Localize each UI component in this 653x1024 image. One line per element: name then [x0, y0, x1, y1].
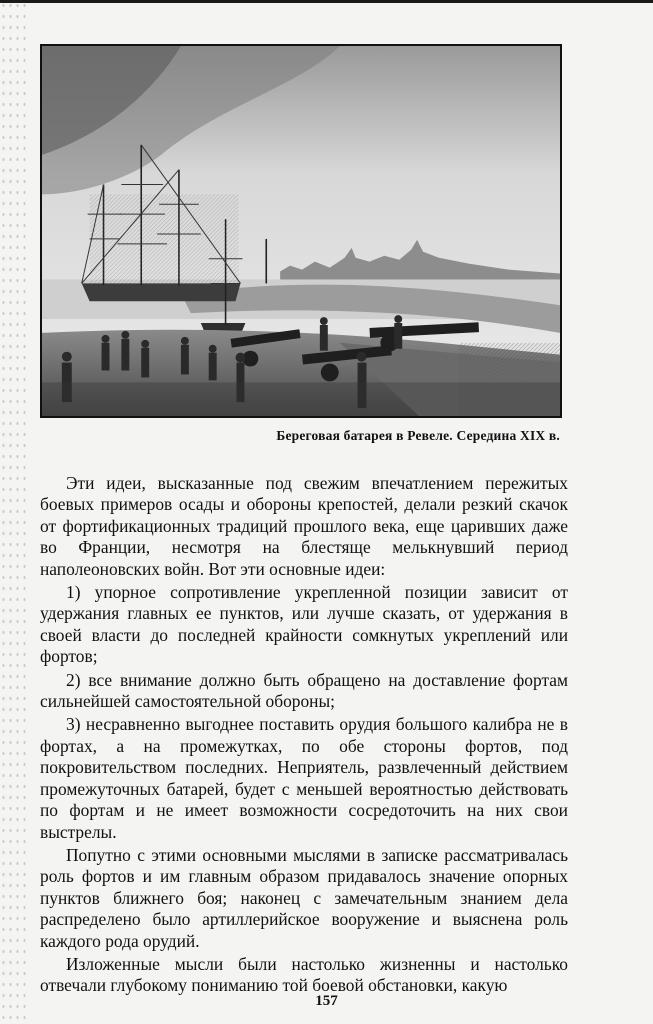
top-rule	[0, 0, 653, 3]
paragraph: 1) упорное сопротивление укрепленной позиции зависит от удержания главных ее пунктов, или лучше сказать, от удержания в своей власти до последней крайности сомкнутых укреплений или фортов;	[40, 582, 568, 667]
paragraph: 3) несравненно выгоднее поставить орудия большого калибра не в фортах, а на промежутках, по обе стороны фортов, под покровительством последних. Неприятель, развлеченный действием промежуточных батарей, будет с меньшей вероятностью действовать по фортам и не имеет возможности сосредоточить на них свои выстрелы.	[40, 714, 568, 842]
scan-edge-speckle	[0, 0, 26, 1024]
paragraph: Изложенные мысли были настолько жизненны и настолько отвечали глубокому пониманию той боевой обстановки, какую	[40, 953, 568, 996]
page-number: 157	[315, 993, 338, 1009]
body-text	[40, 473, 568, 999]
paragraph: Эти идеи, высказанные под свежим впечатлением пережитых боевых примеров осады и обороны крепостей, делали резкий скачок от фортификационных традиций прошлого века, еще царивших даже во Франции, несмотря на блестяще мелькнувший период наполеоновских войн. Вот эти основные идеи:	[40, 473, 568, 579]
illustration-coastal-battery	[40, 44, 562, 418]
figure-caption: Береговая батарея в Ревеле. Середина XIX в.	[276, 428, 560, 443]
paragraph: Попутно с этими основными мыслями в записке рассматривалась роль фортов и им главным образом придавалось значение опорных пунктов ближнего боя; наконец с замечательным знанием дела распределено было артиллерийское вооружение и выяснена роль каждого рода орудий.	[40, 844, 568, 951]
paragraph: 2) все внимание должно быть обращено на доставление фортам сильнейшей самостоятельной обороны;	[40, 669, 568, 712]
engraving-image	[42, 46, 560, 416]
